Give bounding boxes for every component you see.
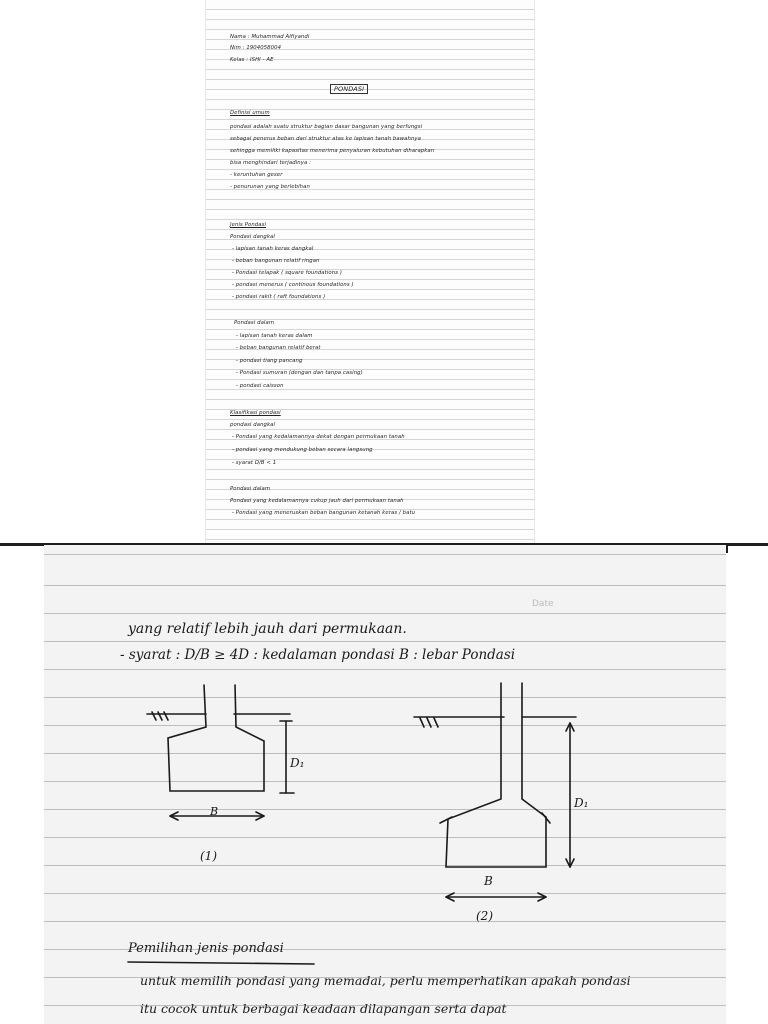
- caption-2: (2): [476, 909, 493, 923]
- header-nim: Nim : 1904058004: [230, 45, 282, 51]
- list-item: - Pondasi telapak ( square foundations ): [232, 270, 343, 276]
- header-kelas: Kelas : ISHI - AE: [230, 57, 274, 63]
- label-d1: D₁: [290, 756, 305, 770]
- text-line: sehingga memiliki kapasitas menerima penyaluran kebutuhan diharapkan: [230, 148, 435, 154]
- list-item: - pondasi rakit ( raft foundations ): [232, 294, 326, 300]
- section-heading: Klasifikasi pondasi: [230, 410, 281, 416]
- text-line: Pondasi dalam: [234, 320, 275, 326]
- heading-underline: [128, 962, 314, 964]
- foundation-shape: [168, 685, 264, 791]
- text-line: - keruntuhan geser: [230, 172, 283, 178]
- page-title: PONDASI: [330, 84, 368, 94]
- label-b: B: [210, 805, 219, 818]
- label-d1: D₁: [574, 796, 589, 810]
- list-item: - pondasi yang mendukung beban secara langsung: [232, 447, 373, 453]
- list-item: - pondasi caisson: [236, 383, 284, 389]
- text-line: pondasi adalah suatu struktur bagian dasar bangunan yang berfungsi: [230, 124, 423, 130]
- section-heading: Definisi umum: [230, 110, 270, 116]
- text-line: yang relatif lebih jauh dari permukaan.: [128, 621, 407, 637]
- list-item: - beban bangunan relatif berat: [236, 345, 321, 351]
- notebook-page-2: [44, 545, 726, 1024]
- list-item: - pondasi menerus ( continous foundations ): [232, 282, 354, 288]
- date-label: Date: [532, 599, 554, 609]
- text-line: Pondasi yang kedalamannya cukup jauh dari permukaan tanah: [230, 498, 404, 504]
- list-item: - lapisan tanah keras dalam: [236, 333, 313, 339]
- list-item: - lapisan tanah keras dangkal: [232, 246, 314, 252]
- text-line: Pondasi dangkal: [230, 234, 275, 240]
- notebook-page-1: [206, 0, 534, 543]
- list-item: - Pondasi sumuran (dengan dan tanpa casing): [236, 370, 363, 376]
- text-line: untuk memilih pondasi yang memadai, perlu memperhatikan apakah pondasi: [140, 973, 631, 988]
- foundation-shape: [446, 683, 546, 867]
- text-line: Pondasi dalam: [230, 486, 271, 492]
- list-item: - syarat D/B < 1: [232, 460, 277, 466]
- text-line: sebagai penerus beban dari struktur atas ke lapisan tanah bawahnya: [230, 136, 422, 142]
- text-line: itu cocok untuk berbagai keadaan dilapangan serta dapat: [140, 1001, 507, 1016]
- list-item: - beban bangunan relatif ringan: [232, 258, 320, 264]
- text-line: - syarat : D/B ≥ 4D : kedalaman pondasi B : lebar Pondasi: [120, 647, 516, 663]
- caption-1: (1): [200, 849, 217, 863]
- text-line: - penurunan yang berlebihan: [230, 184, 310, 190]
- section-heading: Pemilihan jenis pondasi: [128, 941, 284, 956]
- text-line: pondasi dangkal: [230, 422, 276, 428]
- list-item: - Pondasi yang meneruskan beban bangunan ketanah keras / batu: [232, 510, 416, 516]
- text-line: bisa menghindari terjadinya :: [230, 160, 311, 166]
- list-item: - pondasi tiang pancang: [236, 358, 303, 364]
- header-nama: Nama : Muhammad Alfiyandi: [230, 34, 310, 40]
- label-b: B: [484, 874, 493, 888]
- list-item: - Pondasi yang kedalamannya dekat dengan permukaan tanah: [232, 434, 405, 440]
- section-heading: Jenis Pondasi: [230, 222, 267, 228]
